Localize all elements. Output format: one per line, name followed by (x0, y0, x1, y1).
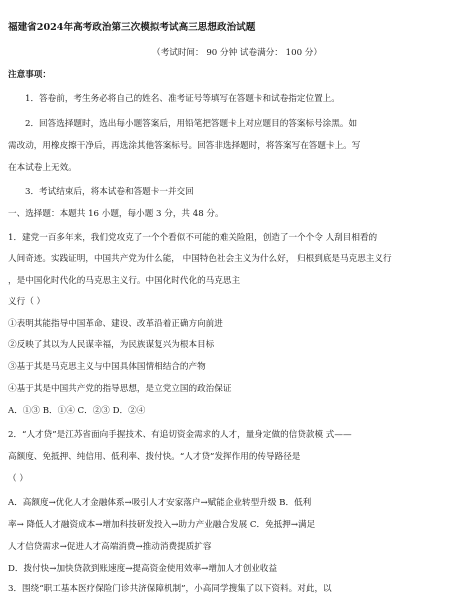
question-1-option: ②反映了其以为人民谋幸福，为民族谋复兴为根本目标 (8, 340, 215, 350)
exam-info: （考试时间： 90 分钟 试卷满分： 100 分） (152, 48, 322, 58)
question-2-option: 人才信贷需求→促进人才高端消费→推动消费提质扩容 (8, 542, 212, 552)
document-title: 福建省2024年高考政治第三次模拟考试高三思想政治试题 (8, 22, 256, 33)
question-1-stem: ，是中国化时代化的马克思主义行。中国化时代化的马克思主 (8, 276, 241, 286)
notice-item: 1．答卷前，考生务必将自己的姓名、准考证号等填写在答题卡和试卷指定位置上。 (25, 94, 340, 104)
question-1-stem: 1．建党一百多年来，我们党攻克了一个个看似不可能的难关险阻，创造了一个个令 人刮目相看的 (8, 233, 378, 243)
question-3-stem: 3．围绕“职工基本医疗保险门诊共济保障机制”，小高同学搜集了以下资料。对此，以 (8, 584, 332, 594)
question-1-stem: 义行（ ） (8, 297, 46, 307)
question-2-option: A．高额度→优化人才金融体系→吸引人才安家落户→赋能企业转型升级 B．低利 (8, 498, 312, 508)
question-2-stem: 2．“人才贷”是江苏省面向手握技术、有追切资金需求的人才，量身定做的信贷款模 式—— (8, 430, 352, 440)
question-2-stem: 高额度、免抵押、纯信用、低利率、拨付快。“人才贷”发挥作用的传导路径是 (8, 452, 301, 462)
question-1-option: ③基于其是马克思主义与中国具体国情相结合的产物 (8, 362, 206, 372)
question-2-option: D．拨付快→加快贷款到账速度→提高资金使用效率→增加人才创业收益 (8, 564, 278, 574)
notice-heading: 注意事项： (8, 70, 51, 80)
question-2-stem: （ ） (8, 474, 28, 484)
notice-item: 需改动，用橡皮擦干净后，再选涂其他答案标号。回答非选择题时，将答案写在答题卡上。写 (8, 141, 361, 151)
notice-item: 3．考试结束后，将本试卷和答题卡一并交回 (25, 187, 194, 197)
notice-item: 2．回答选择题时，选出每小题答案后，用铅笔把答题卡上对应题目的答案标号涂黑。如 (25, 119, 358, 129)
question-2-option: 率→ 降低人才融资成本→增加科技研发投入→助力产业融合发展 C．免抵押→满足 (8, 520, 316, 530)
question-1-answers: A．①③ B．①④ C．②③ D．②④ (8, 406, 146, 416)
question-1-stem: 人间奇迹。实践证明，中国共产党为什么能， 中国特色社会主义为什么好， 归根到底是马克思主义行 (8, 254, 392, 264)
section-heading: 一、选择题：本题共 16 小题，每小题 3 分，共 48 分。 (8, 209, 224, 219)
question-1-option: ④基于其是中国共产党的指导思想，是立党立国的政治保证 (8, 384, 232, 394)
question-1-option: ①表明其能指导中国革命、建设、改革沿着正确方向前进 (8, 319, 223, 329)
notice-item: 在本试卷上无效。 (8, 163, 77, 173)
